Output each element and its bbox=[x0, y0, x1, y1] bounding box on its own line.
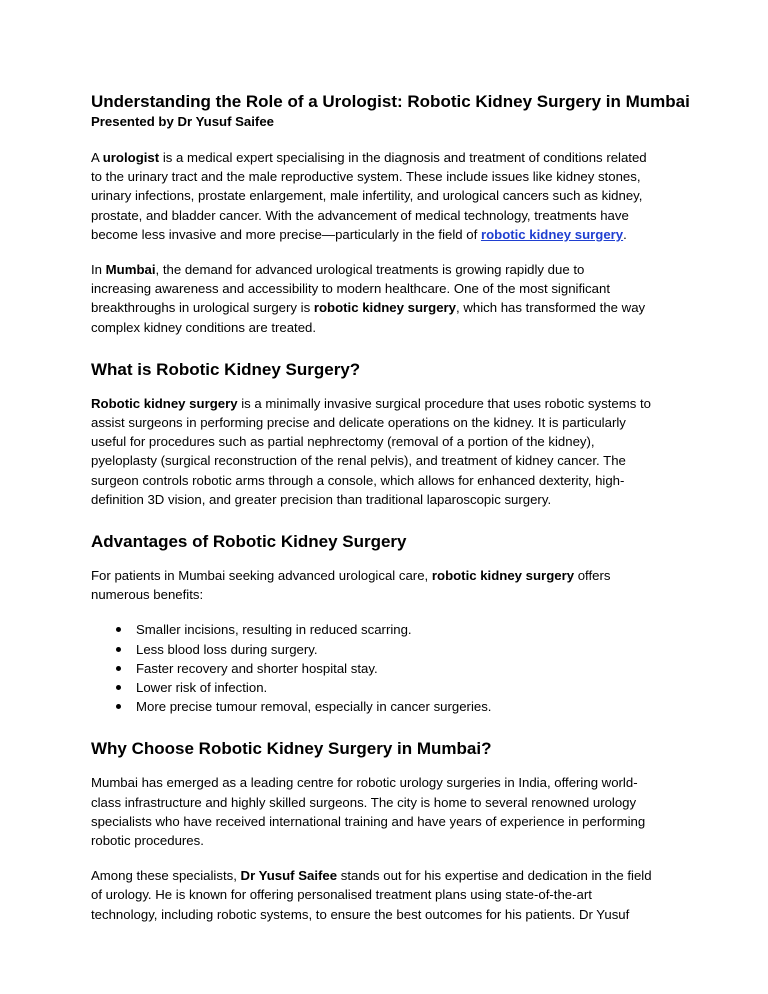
why-mumbai-line-4: robotic procedures. bbox=[91, 833, 204, 849]
intro-line-2: to the urinary tract and the male reproductive system. These include issues like kidney stones, bbox=[91, 169, 641, 185]
what-is-line-6: definition 3D vision, and greater precision than traditional laparoscopic surgery. bbox=[91, 491, 552, 507]
text-run: In bbox=[91, 262, 106, 278]
document-page bbox=[91, 91, 690, 940]
mumbai-line-3 bbox=[91, 298, 681, 317]
robotic-kidney-surgery-link[interactable]: robotic kidney surgery bbox=[480, 226, 624, 242]
bullet-icon bbox=[116, 666, 121, 671]
list-item-text: Faster recovery and shorter hospital stay. bbox=[136, 660, 378, 676]
intro-line-4: prostate, and bladder cancer. With the advancement of medical technology, treatments have bbox=[91, 207, 629, 223]
text-run: is a minimally invasive surgical procedure that uses robotic systems to bbox=[237, 395, 651, 411]
text-run: , which has transformed the way bbox=[456, 300, 646, 316]
specialist-paragraph bbox=[91, 866, 681, 924]
text-run: For patients in Mumbai seeking advanced urological care, bbox=[91, 568, 432, 584]
why-mumbai-line-2: class infrastructure and highly skilled surgeons. The city is home to several renowned urology bbox=[91, 794, 637, 810]
intro-line-1 bbox=[91, 148, 681, 167]
bold-term-robotic-kidney-surgery: robotic kidney surgery bbox=[313, 300, 457, 316]
bold-term-urologist: urologist bbox=[102, 150, 160, 165]
mumbai-line-4: complex kidney conditions are treated. bbox=[91, 319, 317, 335]
what-is-line-1 bbox=[91, 394, 681, 413]
document-title: Understanding the Role of a Urologist: Robotic Kidney Surgery in Mumbai bbox=[91, 92, 690, 111]
list-item-text: More precise tumour removal, especially in cancer surgeries. bbox=[136, 699, 492, 715]
mumbai-line-2: increasing awareness and accessibility to modern healthcare. One of the most significant bbox=[91, 281, 610, 297]
what-is-line-5: surgeon controls robotic arms through a console, which allows for enhanced dexterity, high- bbox=[91, 472, 625, 488]
list-item bbox=[91, 640, 681, 659]
intro-line-3: urinary infections, prostate enlargement, male infertility, and urological cancers such as kidney, bbox=[91, 188, 643, 204]
list-item bbox=[91, 697, 681, 716]
bold-term-robotic-kidney-surgery: Robotic kidney surgery bbox=[91, 395, 238, 411]
why-mumbai-line-1: Mumbai has emerged as a leading centre for robotic urology surgeries in India, offering world- bbox=[91, 775, 638, 791]
bullet-icon bbox=[116, 647, 121, 652]
section-heading-advantages: Advantages of Robotic Kidney Surgery bbox=[91, 532, 407, 552]
bullet-icon bbox=[116, 627, 121, 632]
text-run: is a medical expert specialising in the diagnosis and treatment of conditions related bbox=[159, 150, 647, 165]
list-item bbox=[91, 659, 681, 678]
bold-term-robotic-kidney-surgery: robotic kidney surgery bbox=[431, 568, 575, 584]
mumbai-line-1 bbox=[91, 260, 681, 279]
specialist-line-3: technology, including robotic systems, to ensure the best outcomes for his patients. Dr Yusuf bbox=[91, 906, 630, 922]
list-item bbox=[91, 678, 681, 697]
text-run: A bbox=[91, 150, 103, 165]
bold-term-dr-yusuf-saifee: Dr Yusuf Saifee bbox=[240, 868, 338, 884]
what-is-paragraph bbox=[91, 394, 681, 509]
section-heading-why-mumbai: Why Choose Robotic Kidney Surgery in Mumbai? bbox=[91, 739, 492, 759]
list-item-text: Less blood loss during surgery. bbox=[136, 641, 318, 657]
text-run: breakthroughs in urological surgery is bbox=[91, 300, 314, 316]
why-mumbai-paragraph bbox=[91, 773, 681, 850]
text-run: offers bbox=[574, 568, 611, 584]
text-run: . bbox=[623, 226, 627, 242]
text-run: become less invasive and more precise—particularly in the field of bbox=[91, 226, 481, 242]
section-heading-what-is: What is Robotic Kidney Surgery? bbox=[91, 359, 361, 379]
document-subtitle: Presented by Dr Yusuf Saifee bbox=[91, 114, 274, 129]
specialist-line-1 bbox=[91, 866, 681, 885]
advantages-list bbox=[91, 620, 681, 716]
text-run: stands out for his expertise and dedication in the field bbox=[337, 868, 652, 884]
bold-term-mumbai: Mumbai bbox=[105, 262, 156, 278]
list-item-text: Lower risk of infection. bbox=[136, 680, 268, 696]
bullet-icon bbox=[116, 685, 121, 690]
advantages-line-1 bbox=[91, 566, 681, 585]
list-item bbox=[91, 620, 681, 639]
why-mumbai-line-3: specialists who have received international training and have years of experience in performing bbox=[91, 813, 646, 829]
specialist-line-2: of urology. He is known for offering personalised treatment plans using state-of-the-art bbox=[91, 887, 592, 903]
what-is-line-3: useful for procedures such as partial nephrectomy (removal of a portion of the kidney), bbox=[91, 434, 595, 450]
list-item-text: Smaller incisions, resulting in reduced scarring. bbox=[136, 622, 412, 638]
advantages-line-2: numerous benefits: bbox=[91, 587, 204, 603]
bullet-icon bbox=[116, 704, 121, 709]
intro-paragraph bbox=[91, 148, 681, 244]
what-is-line-2: assist surgeons in performing precise and delicate operations on the kidney. It is particularly bbox=[91, 415, 626, 431]
advantages-paragraph bbox=[91, 566, 681, 604]
mumbai-paragraph bbox=[91, 260, 681, 337]
intro-line-5 bbox=[91, 225, 681, 244]
text-run: , the demand for advanced urological treatments is growing rapidly due to bbox=[155, 262, 585, 278]
what-is-line-4: pyeloplasty (surgical reconstruction of the renal pelvis), and treatment of kidney cancer. The bbox=[91, 453, 626, 469]
text-run: Among these specialists, bbox=[91, 868, 241, 884]
